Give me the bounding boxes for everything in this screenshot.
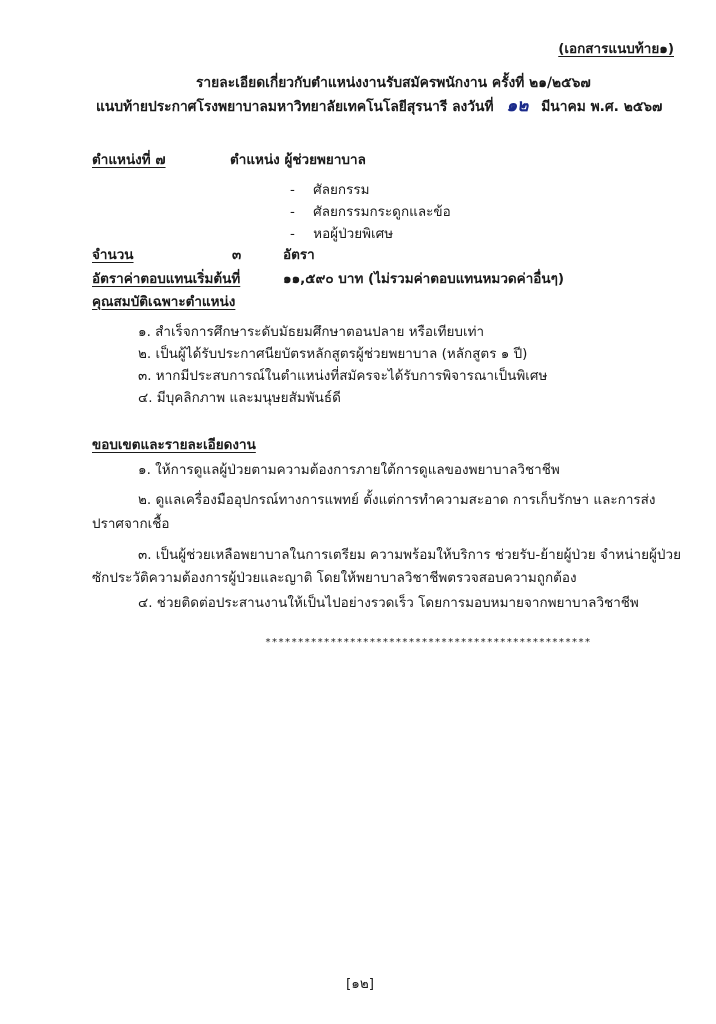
- attachment-label: (เอกสารแนบท้าย๑): [558, 41, 674, 57]
- document-title: รายละเอียดเกี่ยวกับตำแหน่งงานรับสมัครพนักงาน ครั้งที่ ๒๑/๒๕๖๗: [196, 75, 591, 91]
- qualification-item: ๒. เป็นผู้ได้รับประกาศนียบัตรหลักสูตรผู้ช่วยพยาบาล (หลักสูตร ๑ ปี): [138, 346, 528, 362]
- amount-value: ๓: [232, 247, 242, 263]
- position-label: ตำแหน่งที่ ๗: [92, 152, 166, 168]
- unit-item: - หอผู้ป่วยพิเศษ: [290, 226, 394, 242]
- salary-label: อัตราค่าตอบแทนเริ่มต้นที่: [92, 271, 241, 287]
- scope-item: ๓. เป็นผู้ช่วยเหลือพยาบาลในการเตรียม ความพร้อมให้บริการ ช่วยรับ-ย้ายผู้ป่วย จำหน่ายผู้ป่วย: [138, 547, 681, 563]
- scope-item: ๔. ช่วยติดต่อประสานงานให้เป็นไปอย่างรวดเร็ว โดยการมอบหมายจากพยาบาลวิชาชีพ: [138, 595, 639, 611]
- qualifications-heading: คุณสมบัติเฉพาะตำแหน่ง: [92, 294, 236, 310]
- subtitle-prefix: แนบท้ายประกาศโรงพยาบาลมหาวิทยาลัยเทคโนโลยีสุรนารี ลงวันที่: [96, 99, 494, 115]
- qualification-item: ๓. หากมีประสบการณ์ในตำแหน่งที่สมัครจะได้รับการพิจารณาเป็นพิเศษ: [138, 368, 548, 384]
- page-number: [๑๒]: [346, 976, 375, 992]
- subtitle-suffix: มีนาคม พ.ศ. ๒๕๖๗: [541, 99, 663, 115]
- salary-value: ๑๑,๕๙๐ บาท (ไม่รวมค่าตอบแทนหมวดค่าอื่นๆ): [283, 271, 565, 287]
- amount-unit: อัตรา: [283, 247, 315, 263]
- qualification-item: ๑. สำเร็จการศึกษาระดับมัธยมศึกษาตอนปลาย หรือเทียบเท่า: [138, 324, 485, 340]
- handwritten-day: ๑๒: [506, 96, 529, 116]
- scope-item: ๑. ให้การดูแลผู้ป่วยตามความต้องการภายใต้การดูแลของพยาบาลวิชาชีพ: [138, 462, 560, 478]
- qualification-item: ๔. มีบุคลิกภาพ และมนุษยสัมพันธ์ดี: [138, 390, 341, 406]
- document-subtitle: [96, 97, 662, 116]
- scope-heading: ขอบเขตและรายละเอียดงาน: [92, 437, 256, 453]
- unit-item: - ศัลยกรรม: [290, 182, 370, 198]
- scope-item-continuation: ปราศจากเชื้อ: [92, 516, 170, 532]
- unit-item: - ศัลยกรรมกระดูกและข้อ: [290, 204, 451, 220]
- scope-item: ๒. ดูแลเครื่องมืออุปกรณ์ทางการแพทย์ ตั้งแต่การทำความสะอาด การเก็บรักษา และการส่ง: [138, 492, 656, 508]
- position-title: ตำแหน่ง ผู้ช่วยพยาบาล: [230, 152, 366, 168]
- amount-label: จำนวน: [92, 247, 134, 263]
- star-divider: **************************************************: [265, 637, 592, 648]
- scope-item-continuation: ซักประวัติความต้องการผู้ป่วยและญาติ โดยให้พยาบาลวิชาชีพตรวจสอบความถูกต้อง: [92, 570, 577, 586]
